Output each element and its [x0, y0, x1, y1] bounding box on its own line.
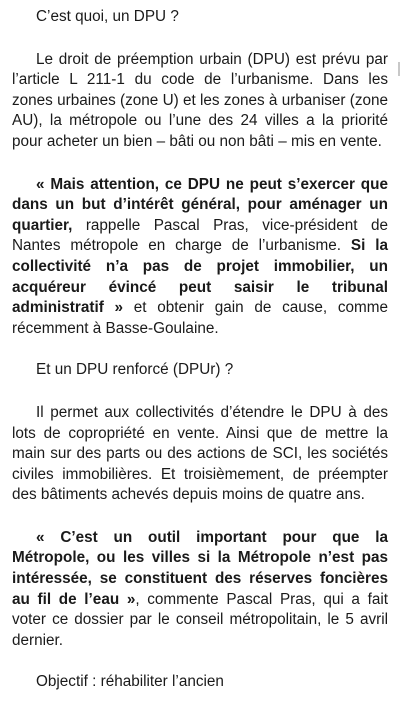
paragraph-text-3: , commente Pascal Pras, qui a fait voter ce dossier par le conseil métropolitain, le 5 avril dernier. [12, 590, 388, 649]
paragraph-dpur-definition: Il permet aux collectivités d’étendre le DPU à des lots de copropriété en vente. Ainsi que de mettre la main sur des parts ou des actions de SCI, les sociétés civiles immobilières. Et troisièmement, de préempter des bâtiments achevés depuis moins de quatre ans. [12, 403, 388, 504]
spacer [12, 506, 388, 528]
quote-bold-1: « Mais attention, ce DPU ne peut s’exercer que dans un but d’intérêt général, pour aménager un quartier, [12, 175, 388, 234]
spacer [12, 651, 388, 672]
section-heading-dpu: C’est quoi, un DPU ? [36, 8, 179, 25]
spacer [12, 28, 388, 50]
quote-bold-3: « C’est un outil important pour que la Métropole, ou les villes si la Métropole n’est pas intéressée, se constituent des réserves foncières au fil de l’eau » [12, 528, 388, 608]
spacer [12, 153, 388, 175]
section-heading-objectif: Objectif : réhabiliter l’ancien [36, 673, 224, 691]
paragraph-text-2: et obtenir gain de cause, comme récemment à Basse-Goulaine. [12, 299, 388, 337]
spacer [12, 381, 388, 403]
quote-bold-2: Si la collectivité n’a pas de projet immobilier, un acquéreur évincé peut saisir le tribunal administratif » [12, 237, 388, 317]
spacer [12, 339, 388, 360]
paragraph-quote-pras [12, 175, 388, 340]
paragraph-dpu-definition: Le droit de préemption urbain (DPU) est prévu par l’article L 211-1 du code de l’urbanisme. Dans les zones urbaines (zone U) et les zones à urbaniser (zone AU), la métropole ou l’une des 24 villes a la priorité pour acheter un bien – bâti ou non bâti – mis en vente. [12, 50, 388, 150]
scrollbar-marker [398, 62, 400, 76]
paragraph-text-1: rappelle Pascal Pras, vice-président de Nantes métropole en charge de l’urbanisme. [12, 216, 388, 255]
paragraph-quote-metropole [12, 528, 388, 652]
section-heading-dpur: Et un DPU renforcé (DPUr) ? [36, 361, 234, 379]
